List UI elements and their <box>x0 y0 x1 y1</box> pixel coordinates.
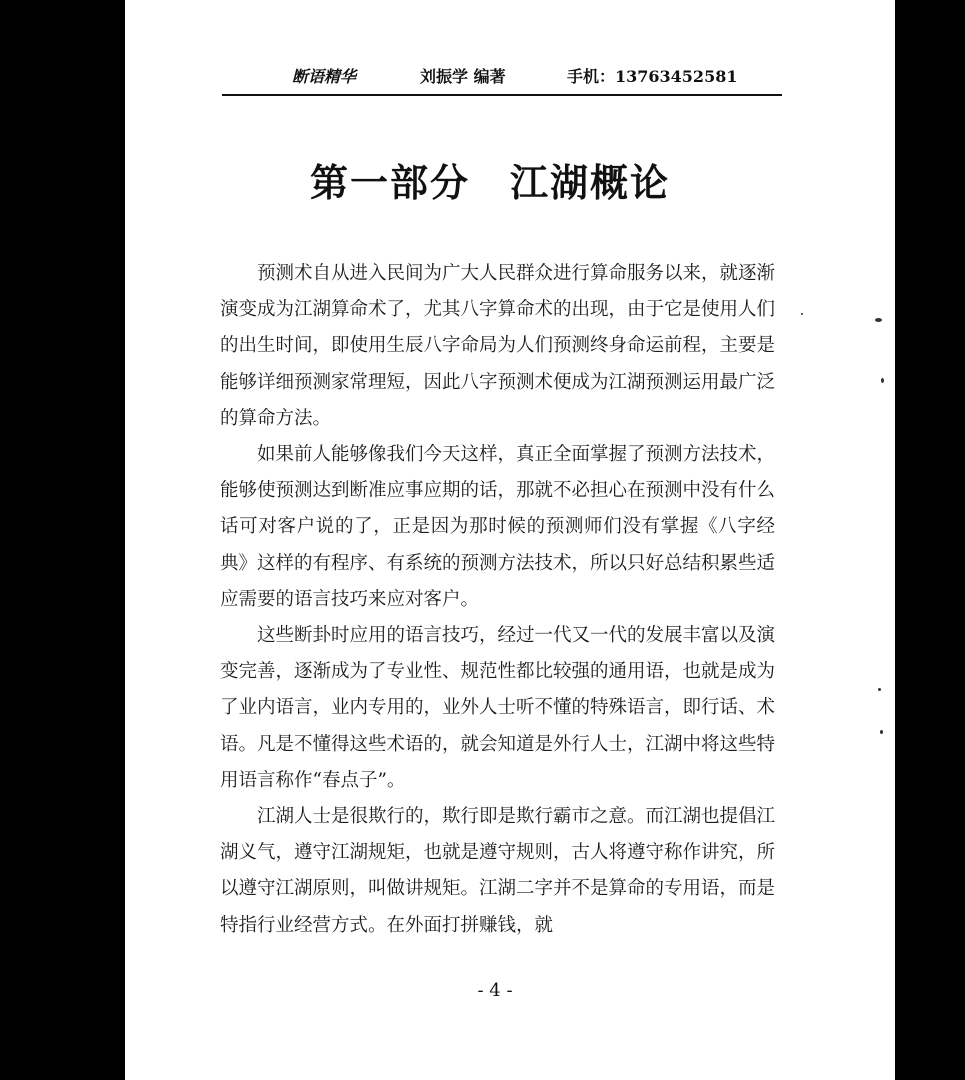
scan-speck <box>881 378 884 383</box>
scan-speck <box>875 318 882 322</box>
scan-speck <box>880 730 883 734</box>
scan-speck <box>801 313 803 315</box>
body-text <box>220 256 775 944</box>
paragraph: 如果前人能够像我们今天这样，真正全面掌握了预测方法技术，能够使预测达到断准应事应期的话，那就不必担心在预测中没有什么话可对客户说的了，正是因为那时候的预测师们没有掌握《八字经典》这样的有程序、有系统的预测方法技术，所以只好总结积累些适应需要的语言技巧来应对客户。 <box>220 444 776 610</box>
running-header <box>222 62 782 88</box>
paragraph: 江湖人士是很欺行的，欺行即是欺行霸市之意。而江湖也提倡江湖义气，遵守江湖规矩，也就是遵守规则，古人将遵守称作讲究，所以遵守江湖原则，叫做讲规矩。江湖二字并不是算命的专用语，而是特指行业经营方式。在外面打拼赚钱，就 <box>220 806 776 936</box>
paragraph: 预测术自从进入民间为广大人民群众进行算命服务以来，就逐渐演变成为江湖算命术了，尤其八字算命术的出现，由于它是使用人们的出生时间，即使用生辰八字命局为人们预测终身命运前程，主要是能够详细预测家常理短，因此八字预测术便成为江湖预测运用最广泛的算命方法。 <box>220 263 776 429</box>
chapter-title: 第一部分 江湖概论 <box>309 160 670 205</box>
header-phone: 手机：13763452581 <box>567 67 738 86</box>
document-page <box>125 0 895 1080</box>
header-author: 刘振学 编著 <box>420 67 506 86</box>
paragraph: 这些断卦时应用的语言技巧，经过一代又一代的发展丰富以及演变完善，逐渐成为了专业性、规范性都比较强的通用语，也就是成为了业内语言，业内专用的，业外人士听不懂的特殊语言，即行话、术语。凡是不懂得这些术语的，就会知道是外行人士，江湖中将这些特用语言称作“春点子”。 <box>220 625 776 791</box>
scan-speck <box>878 688 881 691</box>
header-rule <box>222 94 782 96</box>
page-number: - 4 - <box>477 980 513 1001</box>
header-book-title: 断语精华 <box>292 67 357 86</box>
